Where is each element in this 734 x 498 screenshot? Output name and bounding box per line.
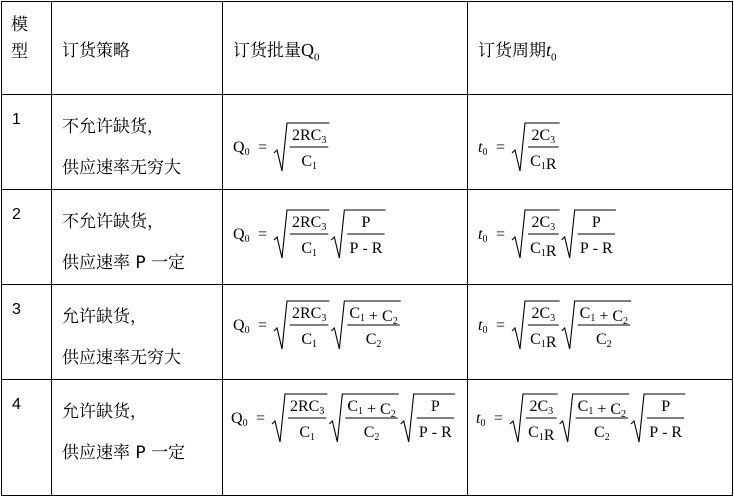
fraction-denominator: C2 [363,424,380,443]
formula-lhs: Q0 [233,226,250,245]
header-row [2,2,733,95]
fraction-numerator: P [361,214,371,231]
strategy-text [52,285,222,379]
fraction-denominator: C1 [299,424,316,443]
t-formula [478,117,566,175]
fraction-denominator: P - R [349,240,383,257]
header-cycle-cell [468,2,733,95]
fraction-denominator: C2 [596,331,612,350]
table-row [2,190,733,285]
fraction-numerator: 2RC3 [292,214,327,233]
header-model-char: 模 [11,15,28,35]
table-row [2,285,733,380]
strategy-line: 允许缺货， [62,307,147,327]
fraction-denominator: C1R [530,153,557,173]
fraction-numerator: 2RC3 [292,127,327,146]
equals-sign: = [494,410,504,427]
formula-lhs: Q0 [233,139,250,158]
formula-lhs: Q0 [231,410,248,429]
fraction-denominator: C1R [528,424,555,444]
equals-sign: = [256,410,266,427]
formula-lhs: Q0 [233,317,250,336]
strategy-line: 供应速率无穷大 [62,348,181,368]
fraction-numerator: P [661,398,671,415]
strategy-line: 允许缺货， [62,402,147,422]
equals-sign: = [496,226,506,243]
strategy-line: 不允许缺货， [62,117,164,137]
fraction-numerator: P [430,398,440,415]
model-number: 1 [12,111,21,128]
fraction-numerator: 2C3 [529,398,554,417]
header-cycle-symbol: $t_0$ [546,40,557,64]
header-model-cell [2,2,52,95]
strategy-line: 不允许缺货， [62,212,164,232]
equals-sign: = [258,226,268,243]
table-row [2,95,733,190]
formula-lhs: t0 [478,317,488,336]
t-formula [476,388,692,446]
header-cycle-label: 订货周期 [478,41,546,61]
fraction-denominator: C1 [301,153,318,172]
model-number: 4 [12,396,21,413]
equals-sign: = [496,139,506,156]
strategy-line: 供应速率无穷大 [62,158,181,178]
fraction-numerator: C1 + C2 [347,398,396,420]
formula-lhs: t0 [476,410,486,429]
fraction-denominator: C2 [365,331,382,350]
fraction-denominator: C1R [530,331,557,351]
equals-sign: = [258,139,268,156]
header-model-char: 型 [11,42,28,62]
strategy-text [52,95,222,189]
fraction-numerator: 2RC3 [292,305,327,324]
model-number: 2 [12,206,21,223]
fraction-numerator: 2C3 [531,214,556,233]
fraction-denominator: P - R [579,240,613,257]
q-formula [233,117,336,175]
fraction-denominator: C1R [530,240,557,260]
q-formula [231,388,461,446]
table-row [2,380,733,496]
fraction-denominator: C1 [301,240,318,259]
fraction-denominator: C2 [594,424,610,443]
q-formula [233,295,407,353]
fraction-numerator: P [591,214,601,231]
model-number: 3 [12,301,21,318]
strategy-text [52,380,222,474]
equals-sign: = [258,317,268,334]
fraction-numerator: 2C3 [531,127,556,146]
equals-sign: = [496,317,506,334]
fraction-denominator: P - R [649,424,683,441]
formula-lhs: t0 [478,139,488,158]
ordering-model-table [1,1,733,496]
header-strategy: 订货策略 [62,41,130,61]
strategy-text [52,190,222,284]
q-formula [233,204,392,262]
header-batch-symbol: $Q_0$ [301,40,320,64]
header-batch-label: 订货批量 [233,41,301,61]
fraction-numerator: C1 + C2 [349,305,398,327]
header-batch-cell [223,2,468,95]
fraction-numerator: C1 + C2 [577,398,627,420]
header-strategy-cell [52,2,223,95]
formula-lhs: t0 [478,226,488,245]
t-formula [478,204,622,262]
strategy-line: 供应速率 P 一定 [62,253,186,273]
t-formula [478,295,638,353]
fraction-numerator: 2C3 [531,305,556,324]
fraction-denominator: C1 [301,331,318,350]
fraction-denominator: P - R [418,424,452,441]
strategy-line: 供应速率 P 一定 [62,443,186,463]
fraction-numerator: 2RC3 [290,398,325,417]
fraction-numerator: C1 + C2 [579,305,629,327]
